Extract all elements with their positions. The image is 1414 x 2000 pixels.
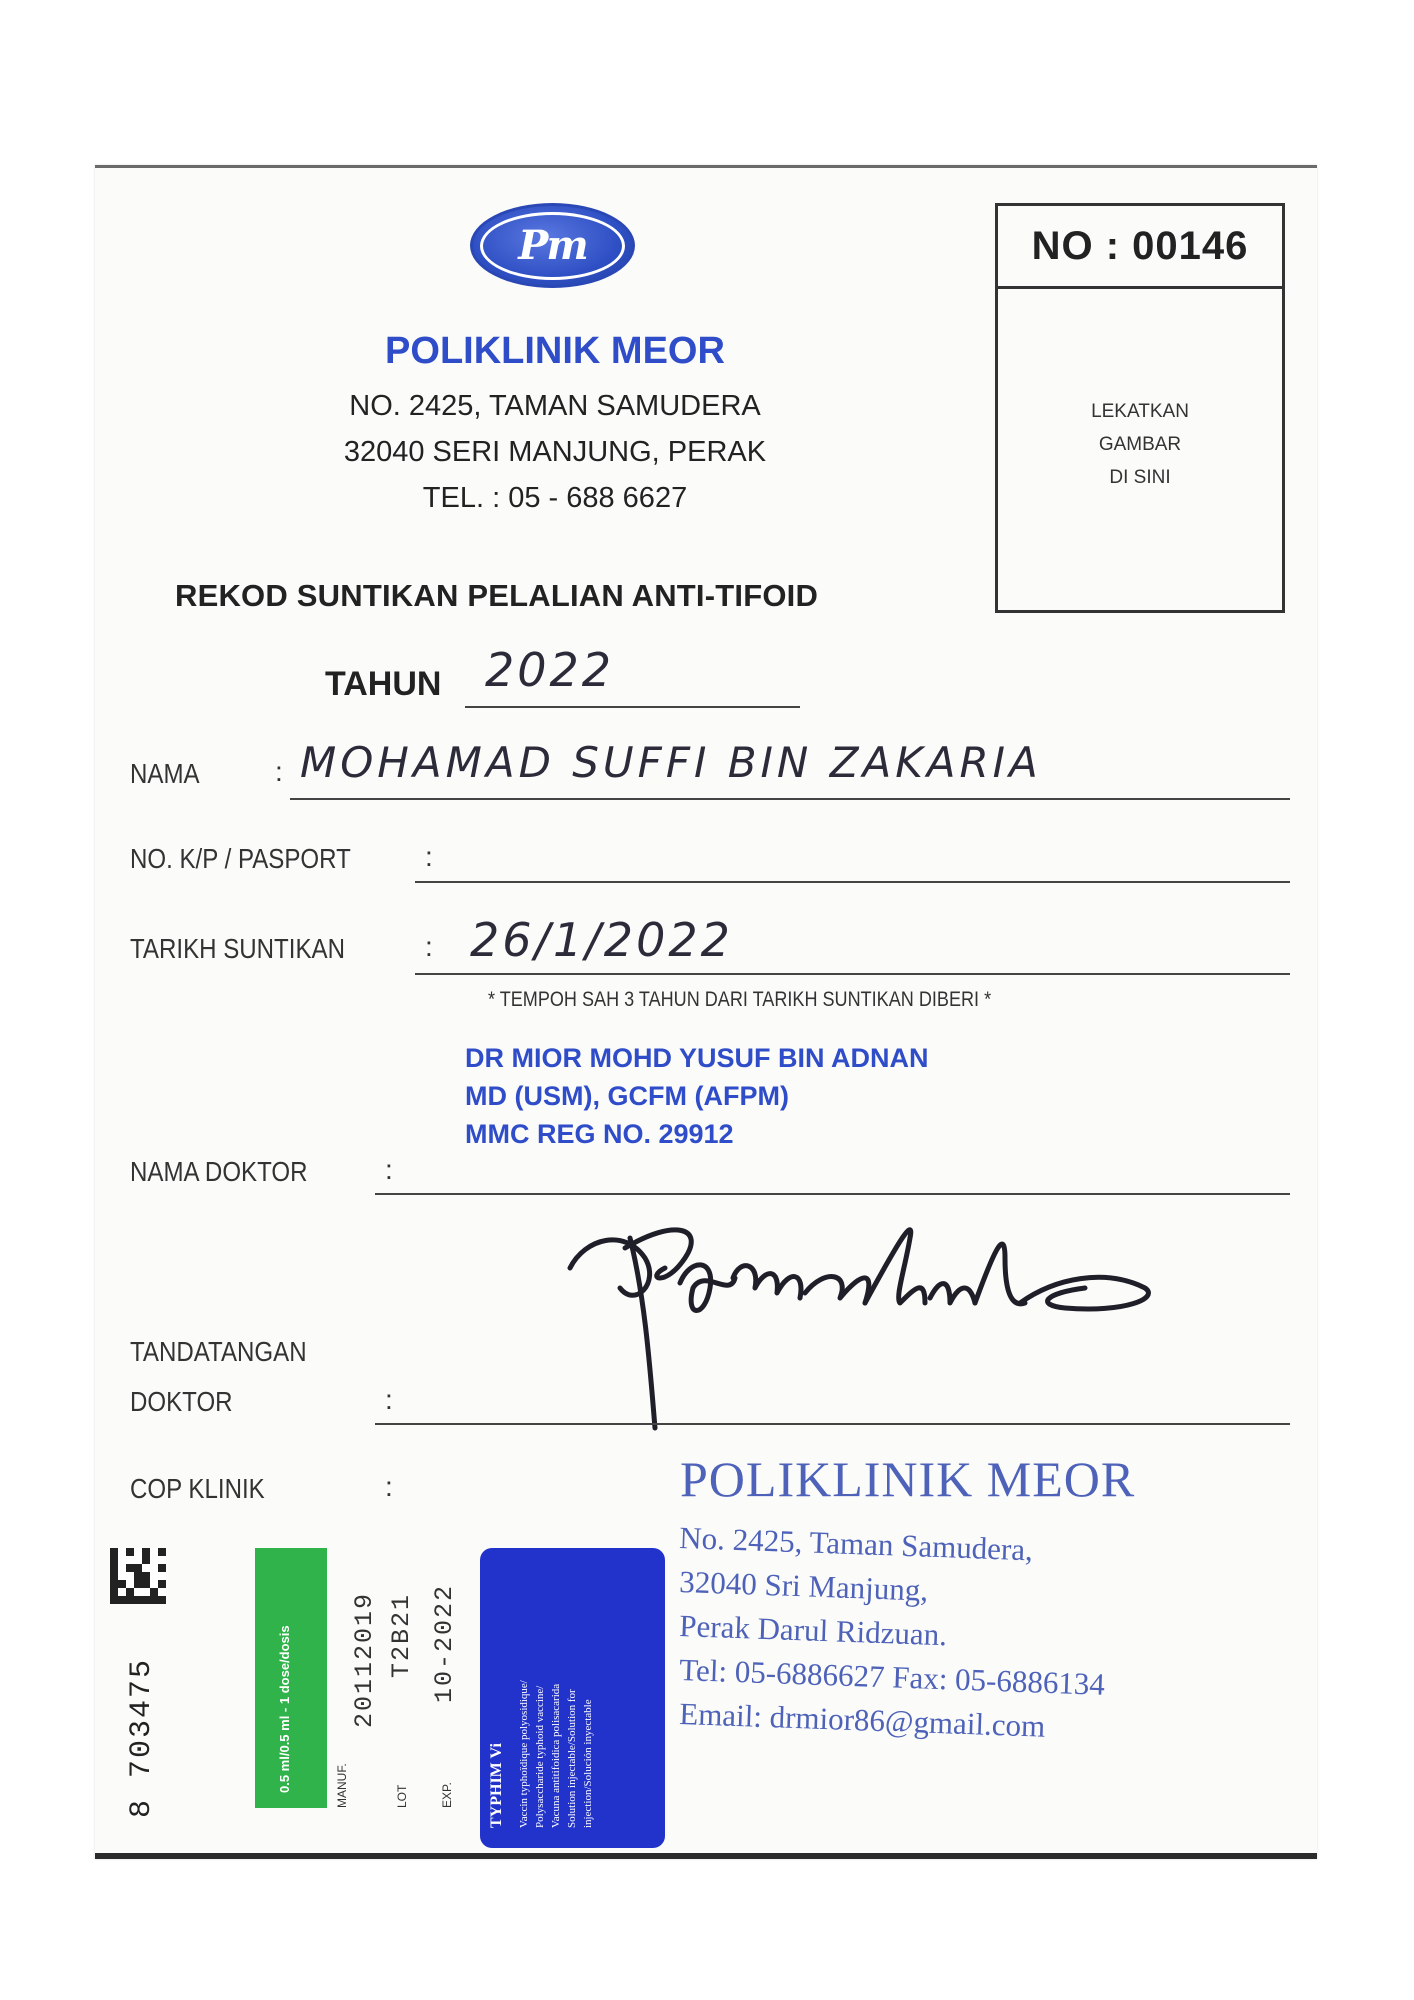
- clinic-stamp-line5: Email: drmior86@gmail.com: [678, 1696, 1046, 1744]
- datamatrix-code-icon: [110, 1548, 166, 1604]
- tandatangan-colon: :: [385, 1384, 393, 1415]
- vaccination-record-card: [95, 165, 1317, 1859]
- lot-value: T2B21: [387, 1592, 416, 1678]
- tarikh-label: TARIKH SUNTIKAN: [130, 933, 345, 964]
- clinic-address-line1: NO. 2425, TAMAN SAMUDERA: [349, 390, 761, 422]
- product-desc-1: Vaccin typhoïdique polyosidique/: [518, 1680, 530, 1828]
- nama-colon: :: [275, 756, 283, 787]
- cop-label: COP KLINIK: [130, 1473, 265, 1504]
- clinic-logo-text: Pm: [480, 212, 625, 280]
- validity-note: * TEMPOH SAH 3 TAHUN DARI TARIKH SUNTIKAN DIBERI *: [488, 988, 992, 1011]
- typhim-vaccine-label: [480, 1548, 665, 1848]
- product-name: TYPHIM Vi: [488, 1743, 505, 1828]
- tahun-underline: [465, 706, 800, 708]
- doctor-stamp-reg: MMC REG NO. 29912: [465, 1119, 734, 1149]
- photo-box-line1: LEKATKAN: [1091, 401, 1189, 422]
- clinic-tel: TEL. : 05 - 688 6627: [422, 482, 688, 514]
- doctor-stamp-qualifications: MD (USM), GCFM (AFPM): [465, 1081, 789, 1111]
- lot-label: LOT: [395, 1784, 409, 1808]
- tandatangan-label-2: DOKTOR: [130, 1386, 233, 1417]
- doktor-colon: :: [385, 1154, 393, 1185]
- clinic-stamp-line2: 32040 Sri Manjung,: [678, 1564, 929, 1608]
- doctor-signature: [565, 1208, 1165, 1468]
- tarikh-underline: [415, 973, 1290, 975]
- product-desc-4: Solution injectable/Solution for: [566, 1689, 578, 1828]
- dose-text: 0.5 ml/0.5 ml - 1 dose/dosis: [277, 1625, 292, 1793]
- clinic-stamp-line4: Tel: 05-6886627 Fax: 05-6886134: [678, 1652, 1106, 1702]
- dose-label: [255, 1548, 327, 1808]
- clinic-logo: [470, 203, 635, 288]
- tandatangan-label-1: TANDATANGAN: [130, 1336, 307, 1367]
- product-desc-3: Vacuna antitifoidica polisacarida: [550, 1683, 562, 1828]
- record-number: NO : 00146: [998, 206, 1282, 289]
- product-desc-5: injection/Solución inyectable: [582, 1699, 594, 1828]
- photo-box-line3: DI SINI: [1109, 467, 1171, 488]
- doktor-label: NAMA DOKTOR: [130, 1156, 308, 1187]
- nama-value: MOHAMAD SUFFI BIN ZAKARIA: [300, 738, 1042, 787]
- exp-label: EXP.: [440, 1782, 454, 1808]
- kp-label: NO. K/P / PASPORT: [130, 843, 351, 874]
- nama-underline: [290, 798, 1290, 800]
- record-title: REKOD SUNTIKAN PELALIAN ANTI-TIFOID: [175, 578, 819, 613]
- manuf-value: 20112019: [350, 1591, 379, 1728]
- product-desc-2: Polysaccharide typhoid vaccine/: [534, 1685, 546, 1828]
- clinic-stamp-line3: Perak Darul Ridzuan.: [678, 1608, 948, 1653]
- clinic-stamp-line1: No. 2425, Taman Samudera,: [678, 1520, 1034, 1568]
- tandatangan-underline: [375, 1423, 1290, 1425]
- clinic-stamp-name: POLIKLINIK MEOR: [680, 1451, 1136, 1507]
- tahun-label: TAHUN: [325, 665, 442, 703]
- kp-colon: :: [425, 841, 433, 872]
- doktor-underline: [375, 1193, 1290, 1195]
- tarikh-value: 26/1/2022: [470, 913, 733, 967]
- tarikh-colon: :: [425, 931, 433, 962]
- clinic-address-line2: 32040 SERI MANJUNG, PERAK: [343, 436, 767, 468]
- barcode-number: 8 703475: [125, 1657, 159, 1818]
- doctor-stamp-name: DR MIOR MOHD YUSUF BIN ADNAN: [465, 1043, 929, 1073]
- manuf-label: MANUF.: [335, 1763, 349, 1808]
- tahun-value: 2022: [485, 643, 615, 697]
- exp-value: 10-2022: [430, 1583, 459, 1703]
- kp-underline: [415, 881, 1290, 883]
- cop-colon: :: [385, 1471, 393, 1502]
- photo-box-line2: GAMBAR: [1098, 434, 1182, 455]
- photo-box: [995, 203, 1285, 613]
- clinic-name: POLIKLINIK MEOR: [385, 330, 725, 372]
- nama-label: NAMA: [130, 758, 200, 789]
